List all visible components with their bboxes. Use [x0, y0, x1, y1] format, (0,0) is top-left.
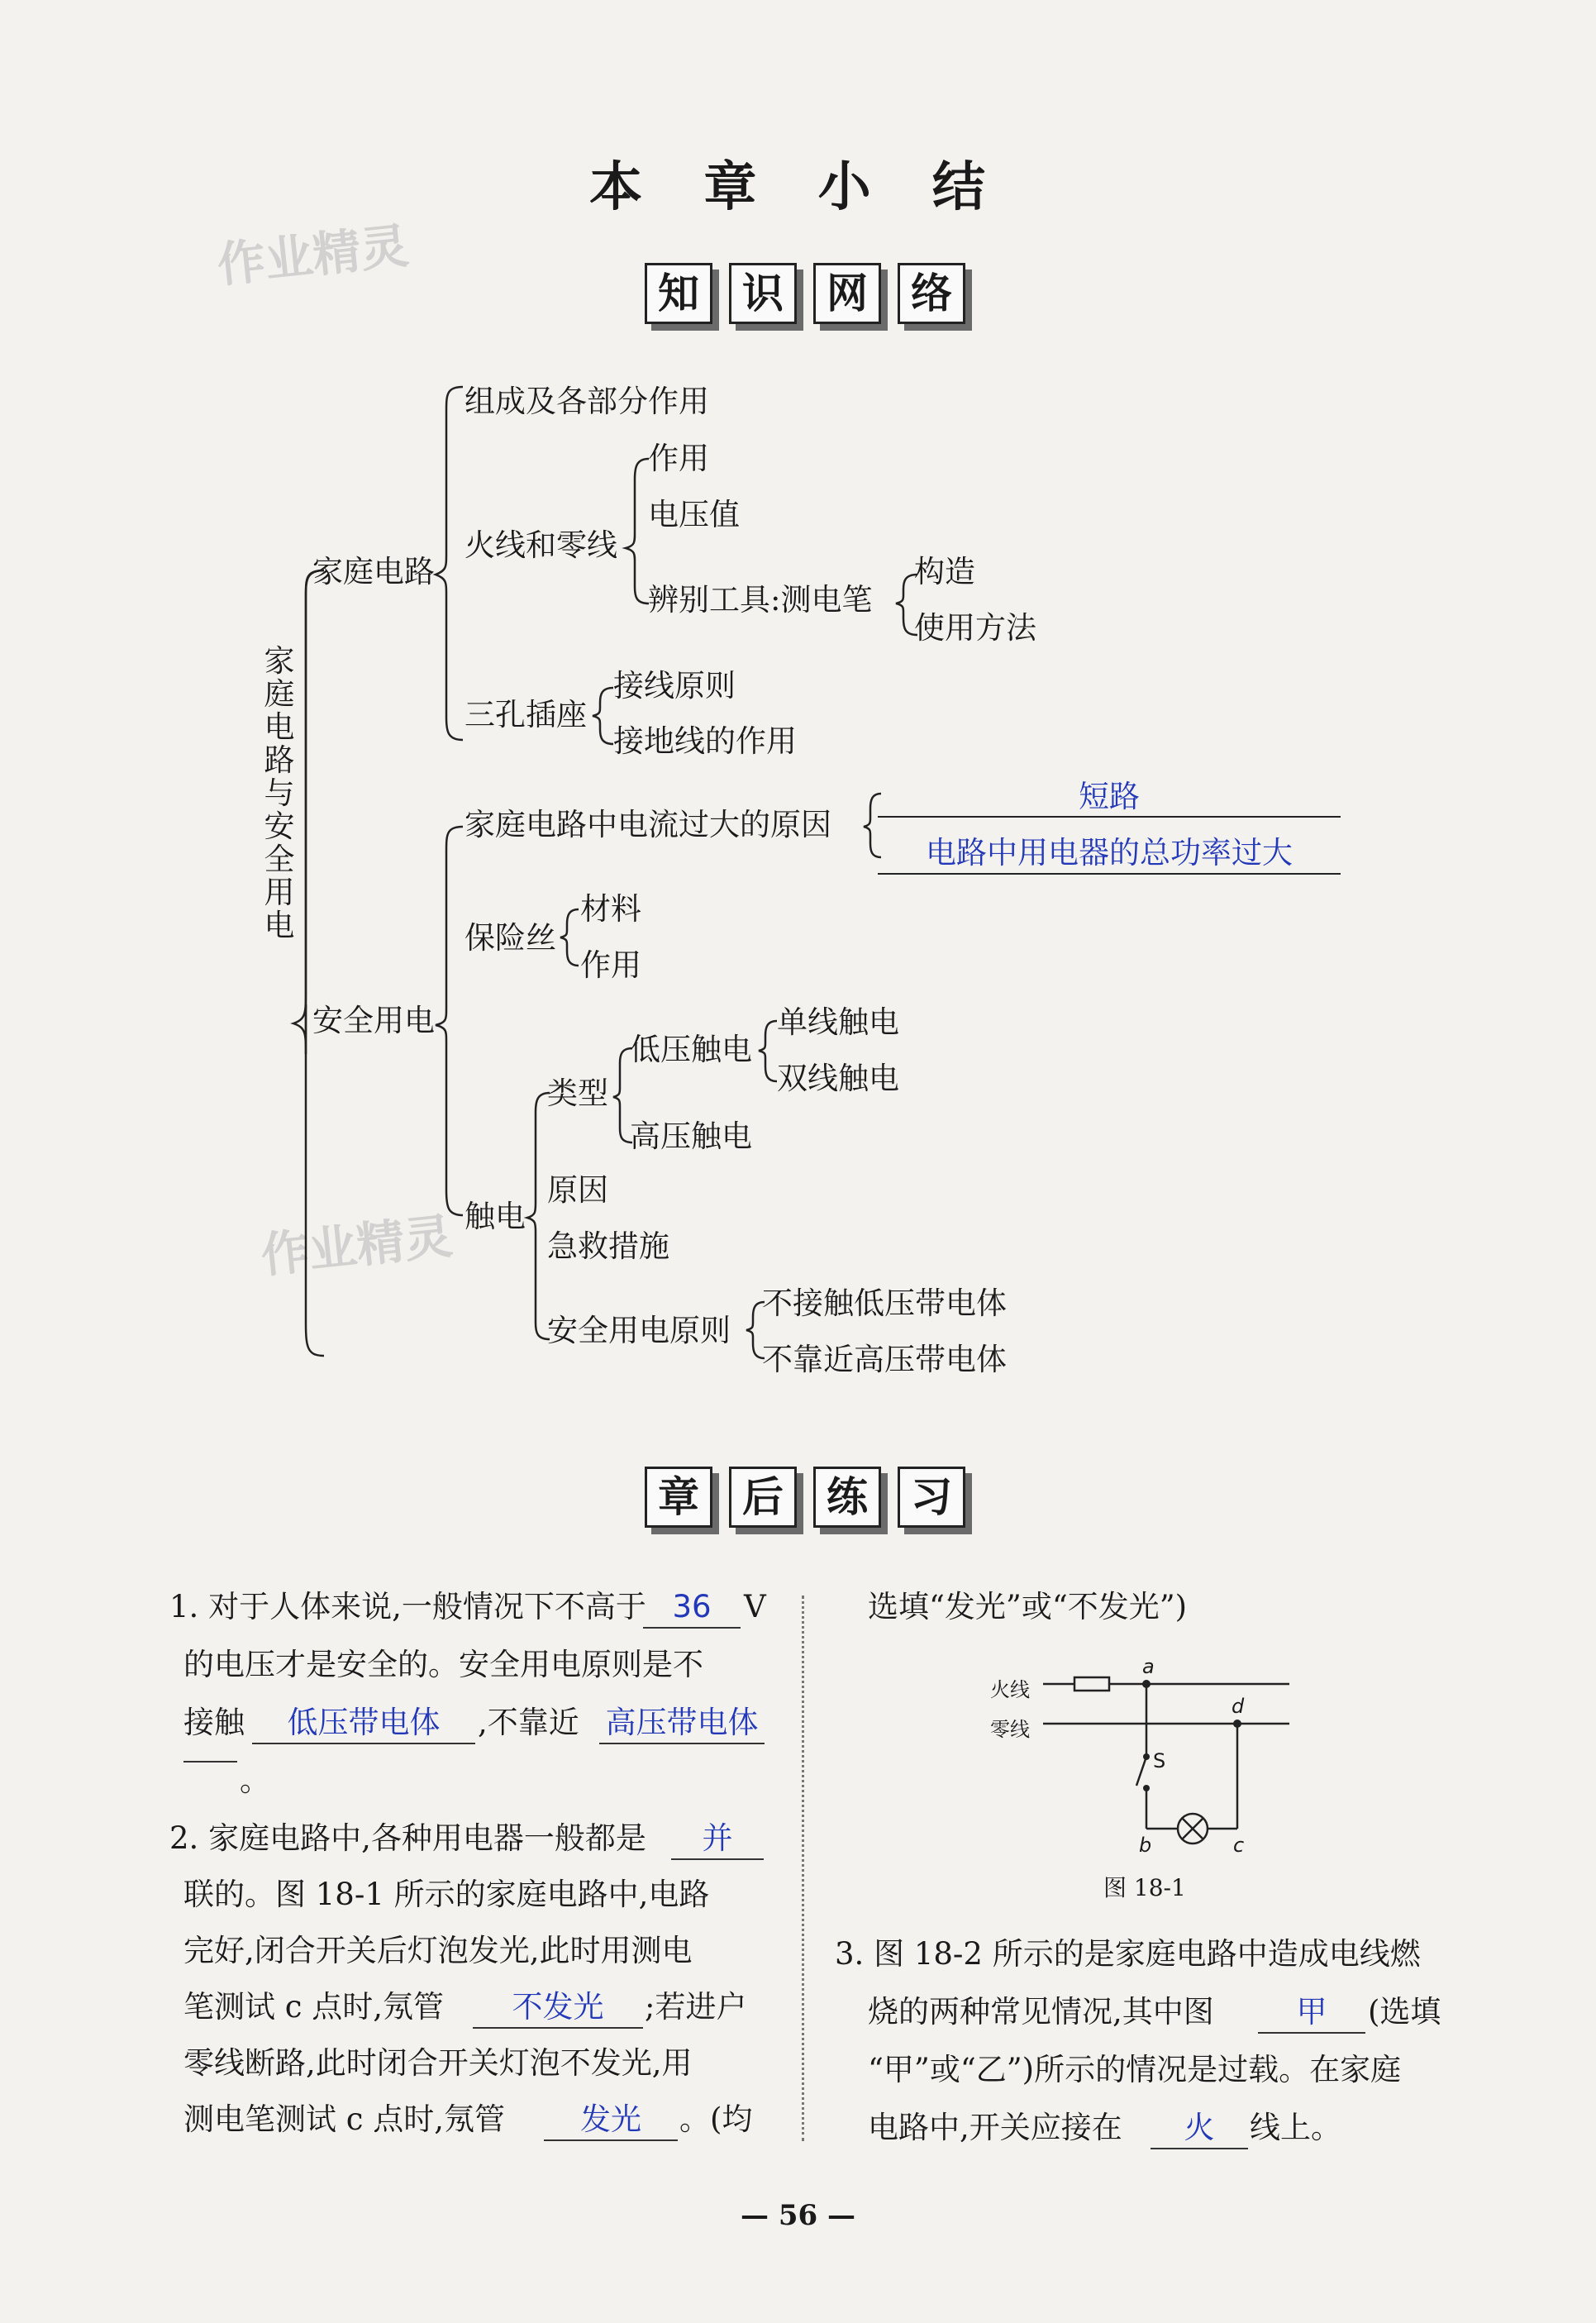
q3-answer-2: 火	[1151, 2108, 1248, 2149]
node-no-near: 不靠近高压带电体	[762, 1342, 1007, 1377]
q1-text-3: 的电压才是安全的。安全用电原则是不	[183, 1647, 703, 1682]
q2-text-8: 。(均	[679, 2101, 753, 2137]
node-voltage: 电压值	[648, 497, 740, 532]
node-live-neutral: 火线和零线	[465, 527, 617, 563]
node-safety: 安全用电	[312, 1003, 435, 1038]
fig-neutral-label: 零线	[990, 1718, 1030, 1741]
node-usage: 使用方法	[914, 610, 1036, 646]
node-single-wire: 单线触电	[777, 1004, 899, 1040]
answer-overload: 电路中用电器的总功率过大	[926, 835, 1293, 871]
q2-text-6: 零线断路,此时闭合开关灯泡不发光,用	[183, 2045, 693, 2081]
q2-text-2: 联的。图 18-1 所示的家庭电路中,电路	[183, 1877, 710, 1912]
q3-answer-1: 甲	[1258, 1992, 1365, 2034]
node-cause: 原因	[547, 1172, 608, 1208]
fig-point-d: d	[1232, 1695, 1245, 1718]
q3-text-6: 线上。	[1250, 2110, 1341, 2145]
mindmap-root: 家庭电路与安全用电	[264, 643, 295, 943]
node-structure: 构造	[914, 554, 975, 589]
section-char: 网	[813, 263, 881, 324]
q1-text-6: 。	[240, 1763, 270, 1798]
q1-answer-3: 高压带电体	[599, 1703, 765, 1744]
node-no-touch: 不接触低压带电体	[762, 1286, 1007, 1321]
q2-answer-2: 不发光	[473, 1987, 643, 2029]
q3-text-4: “甲”或“乙”)所示的情况是过载。在家庭	[868, 2052, 1402, 2087]
watermark-top: 作业精灵	[214, 217, 412, 293]
page-number: — 56 —	[741, 2199, 855, 2232]
page-title: 本 章 小 结	[589, 156, 1007, 218]
node-tool: 辨别工具:测电笔	[648, 582, 873, 618]
watermark-middle: 作业精灵	[258, 1208, 455, 1284]
node-wiring-rule: 接线原则	[613, 668, 736, 704]
fig-point-b: b	[1139, 1834, 1152, 1857]
q1-text-4: 接触	[183, 1705, 245, 1740]
q2-text-1: 2. 家庭电路中,各种用电器一般都是	[169, 1820, 646, 1856]
section-char: 习	[898, 1467, 965, 1528]
section-char: 后	[729, 1467, 797, 1528]
node-principle: 安全用电原则	[547, 1313, 731, 1348]
node-fuse: 保险丝	[465, 920, 556, 956]
fig-caption: 图 18-1	[1103, 1874, 1186, 1901]
q3-text-5: 电路中,开关应接在	[868, 2110, 1122, 2145]
q2-text-4: 笔测试 c 点时,氖管	[183, 1989, 445, 2025]
q1-text-1: 1. 对于人体来说,一般情况下不高于	[169, 1589, 646, 1624]
section-char: 络	[898, 263, 965, 324]
node-low-voltage: 低压触电	[630, 1032, 752, 1067]
fig-point-a: a	[1142, 1655, 1155, 1678]
node-composition: 组成及各部分作用	[465, 384, 709, 419]
fig-switch-s: S	[1153, 1749, 1166, 1772]
q3-text-1: 3. 图 18-2 所示的是家庭电路中造成电线燃	[835, 1936, 1421, 1972]
node-home-circuit: 家庭电路	[312, 554, 435, 589]
q3-text-3: (选填	[1368, 1994, 1441, 2030]
node-three-hole: 三孔插座	[465, 697, 587, 732]
fig-point-c: c	[1233, 1834, 1245, 1857]
q2-answer-1: 并	[671, 1819, 764, 1860]
q2-text-5: ;若进户	[645, 1989, 747, 2025]
q2-text-9: 选填“发光”或“不发光”)	[868, 1589, 1188, 1624]
section-char: 练	[813, 1467, 881, 1528]
node-material: 材料	[580, 891, 641, 927]
q2-text-7: 测电笔测试 c 点时,氖管	[183, 2101, 506, 2137]
fig-live-label: 火线	[990, 1678, 1030, 1701]
q3-text-2: 烧的两种常见情况,其中图	[868, 1994, 1214, 2030]
node-effect: 作用	[648, 441, 709, 476]
node-ground-effect: 接地线的作用	[613, 723, 797, 759]
node-double-wire: 双线触电	[777, 1061, 899, 1096]
node-types: 类型	[547, 1076, 608, 1111]
answer-short-circuit: 短路	[1079, 779, 1140, 814]
node-first-aid: 急救措施	[547, 1228, 669, 1264]
node-high-voltage: 高压触电	[630, 1119, 752, 1154]
node-fuse-effect: 作用	[580, 947, 641, 983]
q1-text-5: ,不靠近	[478, 1705, 579, 1740]
q1-answer-1: 36	[643, 1587, 741, 1629]
node-shock: 触电	[465, 1199, 526, 1234]
q2-text-3: 完好,闭合开关后灯泡发光,此时用测电	[183, 1933, 693, 1968]
q2-answer-3: 发光	[544, 2100, 678, 2141]
node-overcurrent: 家庭电路中电流过大的原因	[465, 807, 831, 842]
section-char: 知	[645, 263, 712, 324]
section-char: 识	[729, 263, 797, 324]
q1-text-2: V	[744, 1589, 766, 1624]
section-char: 章	[645, 1467, 712, 1528]
q1-answer-2: 低压带电体	[252, 1703, 475, 1744]
